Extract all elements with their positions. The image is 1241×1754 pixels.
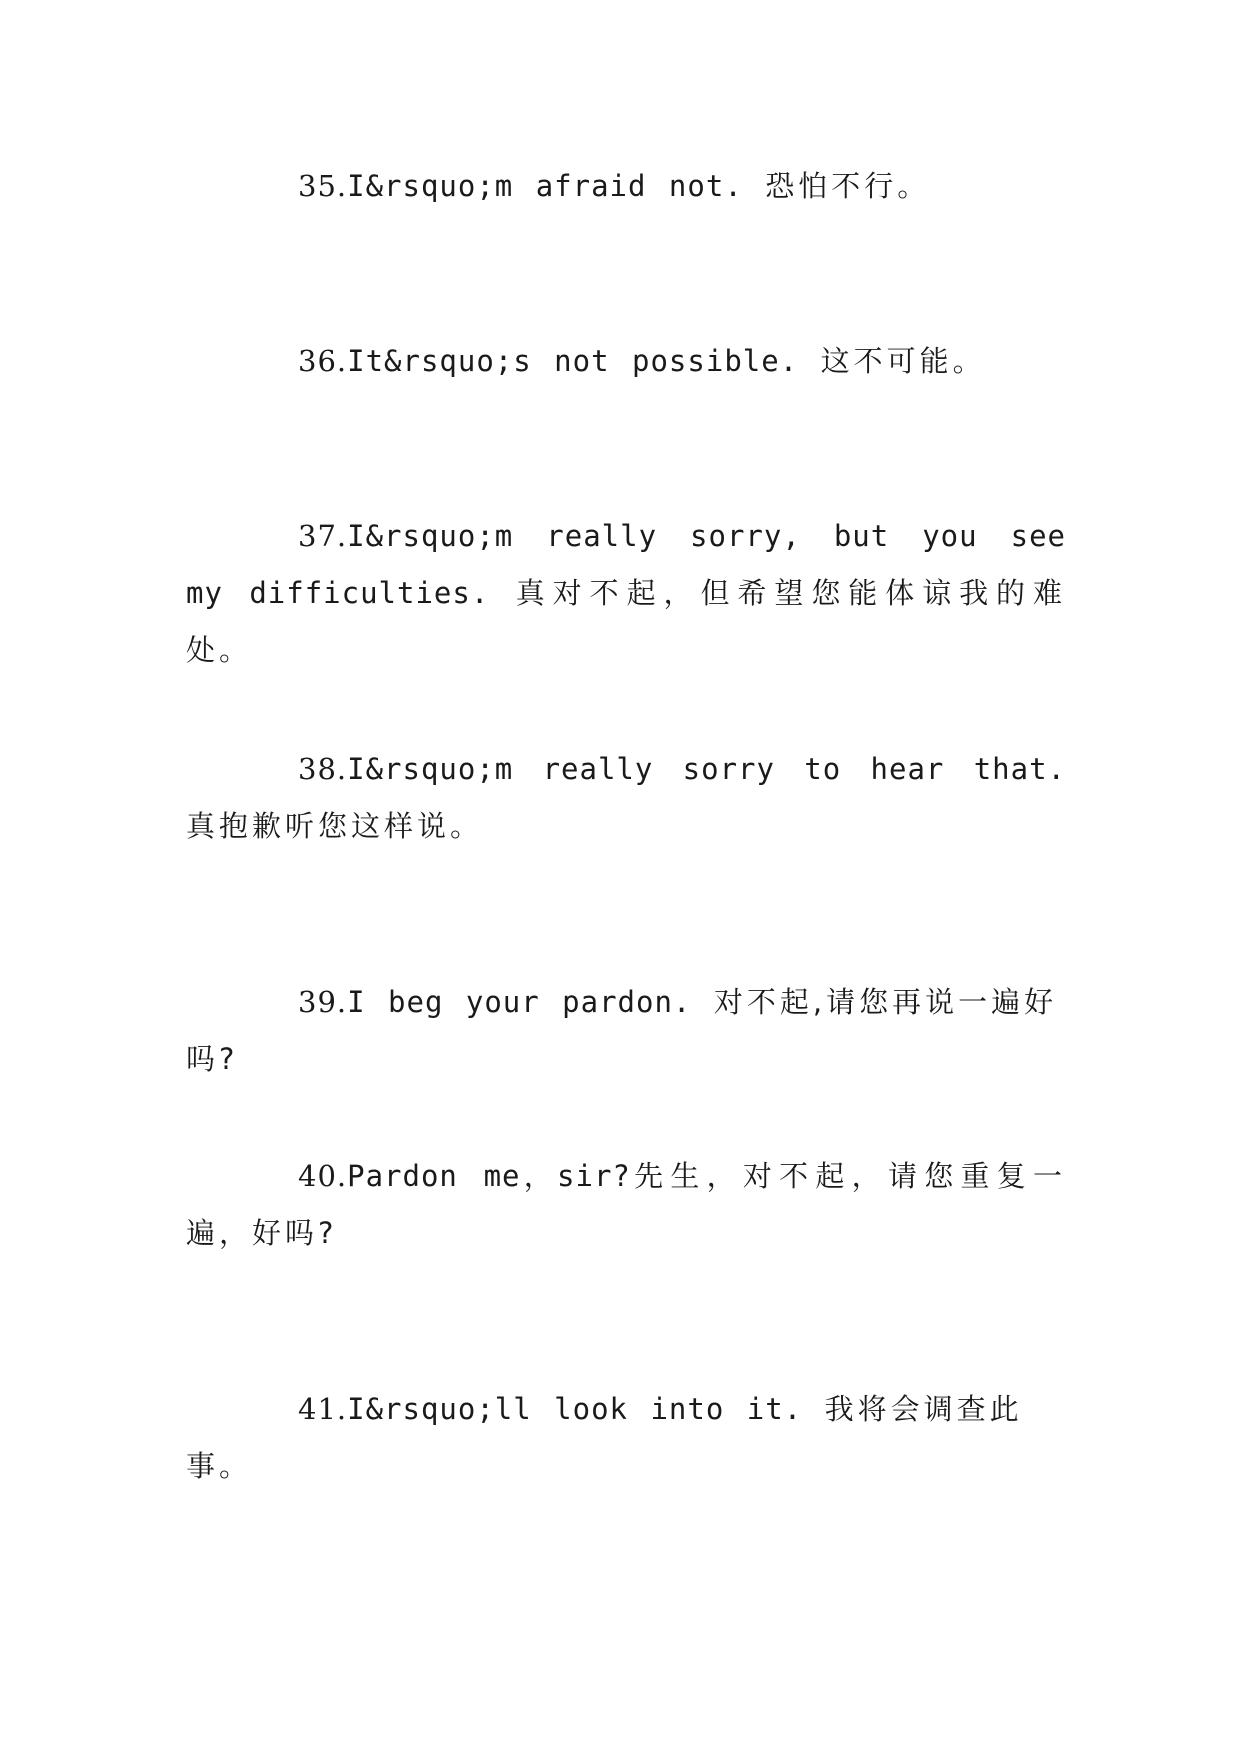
sentence-chinese: 这不可能。 (820, 344, 986, 378)
sentence-39 (186, 974, 1066, 1088)
sentence-40 (186, 1148, 1066, 1262)
sentence-chinese: 先生，对不起，请您重复一遍，好吗? (186, 1159, 1066, 1250)
sentence-41 (186, 1381, 1066, 1495)
sentence-english: Pardon me，sir? (347, 1159, 631, 1193)
sentence-english: I&rsquo;m really sorry, but you see my difficulties. (186, 519, 1066, 610)
sentence-chinese: 我将会调查此事。 (186, 1392, 1023, 1483)
sentence-35 (186, 158, 1066, 215)
sentence-37 (186, 508, 1066, 679)
sentence-chinese: 真对不起，但希望您能体谅我的难处。 (186, 576, 1066, 667)
sentence-38 (186, 741, 1066, 855)
sentence-english: I&rsquo;ll look into it. (347, 1392, 803, 1426)
sentence-chinese: 恐怕不行。 (765, 169, 931, 203)
sentence-english: It&rsquo;s not possible. (347, 344, 799, 378)
sentence-english: I&rsquo;m really sorry to hear that. (347, 752, 1066, 786)
sentence-number: 36. (298, 344, 348, 378)
sentence-number: 35. (298, 169, 348, 203)
sentence-english: I&rsquo;m afraid not. (347, 169, 743, 203)
sentence-english: I beg your pardon. (347, 985, 692, 1019)
sentence-number: 40. (298, 1159, 348, 1193)
sentence-number: 37. (298, 519, 348, 553)
sentence-number: 38. (298, 752, 348, 786)
sentence-36 (186, 333, 1066, 390)
sentence-chinese: 对不起,请您再说一遍好吗? (186, 985, 1058, 1076)
sentence-chinese: 真抱歉听您这样说。 (186, 809, 484, 843)
sentence-number: 39. (298, 985, 348, 1019)
sentence-number: 41. (298, 1392, 348, 1426)
